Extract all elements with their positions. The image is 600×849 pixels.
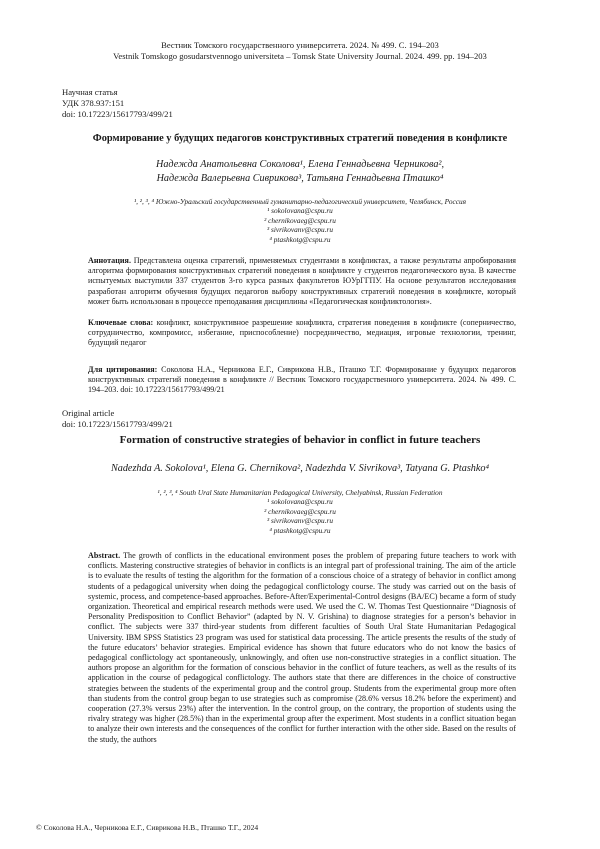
ru-authors-line-2: Надежда Валерьевна Сиврикова³, Татьяна Геннадьевна Пташко⁴ [156,173,444,184]
journal-header [0,40,600,62]
en-email: ⁴ ptashkotg@cspu.ru [269,525,331,535]
en-doi: doi: 10.17223/15617793/499/21 [62,419,173,429]
en-title: Formation of constructive strategies of behavior in conflict in future teachers [119,434,481,446]
en-article-meta [62,408,173,430]
en-affiliation-block [40,488,560,535]
ru-udc: УДК 378.937:151 [62,98,125,108]
en-email: ¹ sokolovana@cspu.ru [267,497,333,507]
ru-email: ⁴ ptashkotg@cspu.ru [269,234,331,244]
ru-affiliation-block [40,197,560,244]
ru-keywords-label: Ключевые слова: [88,318,154,327]
ru-doi: doi: 10.17223/15617793/499/21 [62,109,173,119]
en-authors-line: Nadezhda A. Sokolova¹, Elena G. Chernikova², Nadezhda V. Sivrikova³, Tatyana G. Ptashko⁴ [110,463,490,474]
en-authors [40,462,560,476]
ru-email: ³ sivrikovanv@cspu.ru [266,225,334,235]
en-abstract-text: The growth of conflicts in the educational environment poses the problem of preparing future teachers to work with conflicts. Mastering constructive strategies of behavior in conflicts is an integral part of professional training. The aim of the article is to evaluate the results of testing the algorithm for the formation of a conscious choice of a strategy of behavior in conflict among students of a pedagogical university when doing the pedagogical conflictology course. The study was carried out on the basis of systemic, process, and competence-based approaches. Before-After/Experimental-Control designs (BA/EC) became a form of study organization. Theoretical and empirical research methods were used. We used the C. W. Thomas Test Questionnaire “Diagnosis of Personality Predisposition to Conflict Behavior” (adapted by N. V. Grishina) to diagnose strategies for a person’s behavior in conflict. The subjects were 337 third-year students from different faculties of South Ural State Humanitarian Pedagogical University. IBM SPSS Statistics 23 program was used for statistical data processing. The article presents the results of the study of the future educators’ behavior strategies. Empirical evidence has shown that future educators who do not know the basics of pedagogical conflictology act spontaneously, unknowingly, and often use non-constructive strategies in a conflict situation. The authors propose an algorithm for the formation of conscious behavior in the conflict of future teachers, as well as the results of its application in the course of pedagogical conflictology. The authors state that there are differences in the choice of constructive strategies between the students of the experimental group and the control group. Students from the experimental group more often than students from the control group began to use strategies such as compromise (28.6% versus 18.2% before the experiment) and cooperation (27.3% versus 23%) after the intervention. In the control group, on the contrary, the proportion of students using the rivalry strategy was higher (28.5%) than in the experimental group after the experiment. Most students in a conflict situation began to analyze their own interests and the consequences of the conflict for further interaction with the other side. Based on the results of the study, the authors [88,551,516,744]
en-abstract-label: Abstract. [88,551,121,560]
ru-citation-text: Соколова Н.А., Черникова Е.Г., Сиврикова Н.В., Пташко Т.Г. Формирование у будущих педагогов конструктивных стратегий поведения в конфликте // Вестник Томского государственного университета. 2024. № 499. С. 194–203. doi: 10.17223/15617793/499/21 [88,365,516,395]
ru-abstract-label: Аннотация. [88,256,131,265]
en-email: ³ sivrikovanv@cspu.ru [266,516,334,526]
ru-authors [40,158,560,186]
ru-keywords [88,318,516,349]
ru-authors-line-1: Надежда Анатольевна Соколова¹, Елена Геннадьевна Черникова², [155,159,445,170]
ru-keywords-text: конфликт, конструктивное разрешение конфликта, стратегия поведения в конфликте (соперничество, сотрудничество, компромисс, избегание, приспособление) посредничество, медиация, игровые технологии, тренинг, будущий педагог [88,318,516,348]
copyright-footer: © Соколова Н.А., Черникова Е.Г., Сиврикова Н.В., Пташко Т.Г., 2024 [36,823,259,832]
ru-article-type: Научная статья [62,87,118,97]
journal-header-ru: Вестник Томского государственного университета. 2024. № 499. С. 194–203 [161,40,439,50]
ru-email: ² chernikovaeg@cspu.ru [264,215,336,225]
en-email: ² chernikovaeg@cspu.ru [264,506,336,516]
ru-citation-label: Для цитирования: [88,365,158,374]
ru-citation [88,365,516,396]
ru-title: Формирование у будущих педагогов конструктивных стратегий поведения в конфликте [92,133,508,144]
ru-affiliation: ¹, ², ³, ⁴ Южно-Уральский государственный гуманитарно-педагогический университет, Челябинск, Россия [133,197,467,206]
en-affiliation: ¹, ², ³, ⁴ South Ural State Humanitarian Pedagogical University, Chelyabinsk, Russian Federation [157,488,443,497]
ru-email: ¹ sokolovana@cspu.ru [267,206,333,216]
en-abstract [88,551,516,745]
ru-abstract-text: Представлена оценка стратегий, применяемых студентами в конфликтах, а также результаты апробирования алгоритма формирования конструктивных стратегий поведения в конфликте у студентов педагогического вуза. В качестве испытуемых выступили 337 студентов 3-го курса разных факультетов ЮУрГГПУ. На основе результатов исследования разработан алгоритм обучения будущих педагогов выбору конструктивных стратегий поведения в конфликте, который может быть использован в процессе преподавания дисциплины «Педагогическая конфликтология». [88,256,516,306]
ru-article-meta [62,87,173,120]
journal-header-en: Vestnik Tomskogo gosudarstvennogo universiteta – Tomsk State University Journal. 2024. 499. pp. 194–203 [113,51,487,61]
en-article-type: Original article [62,408,115,418]
ru-abstract [88,256,516,307]
